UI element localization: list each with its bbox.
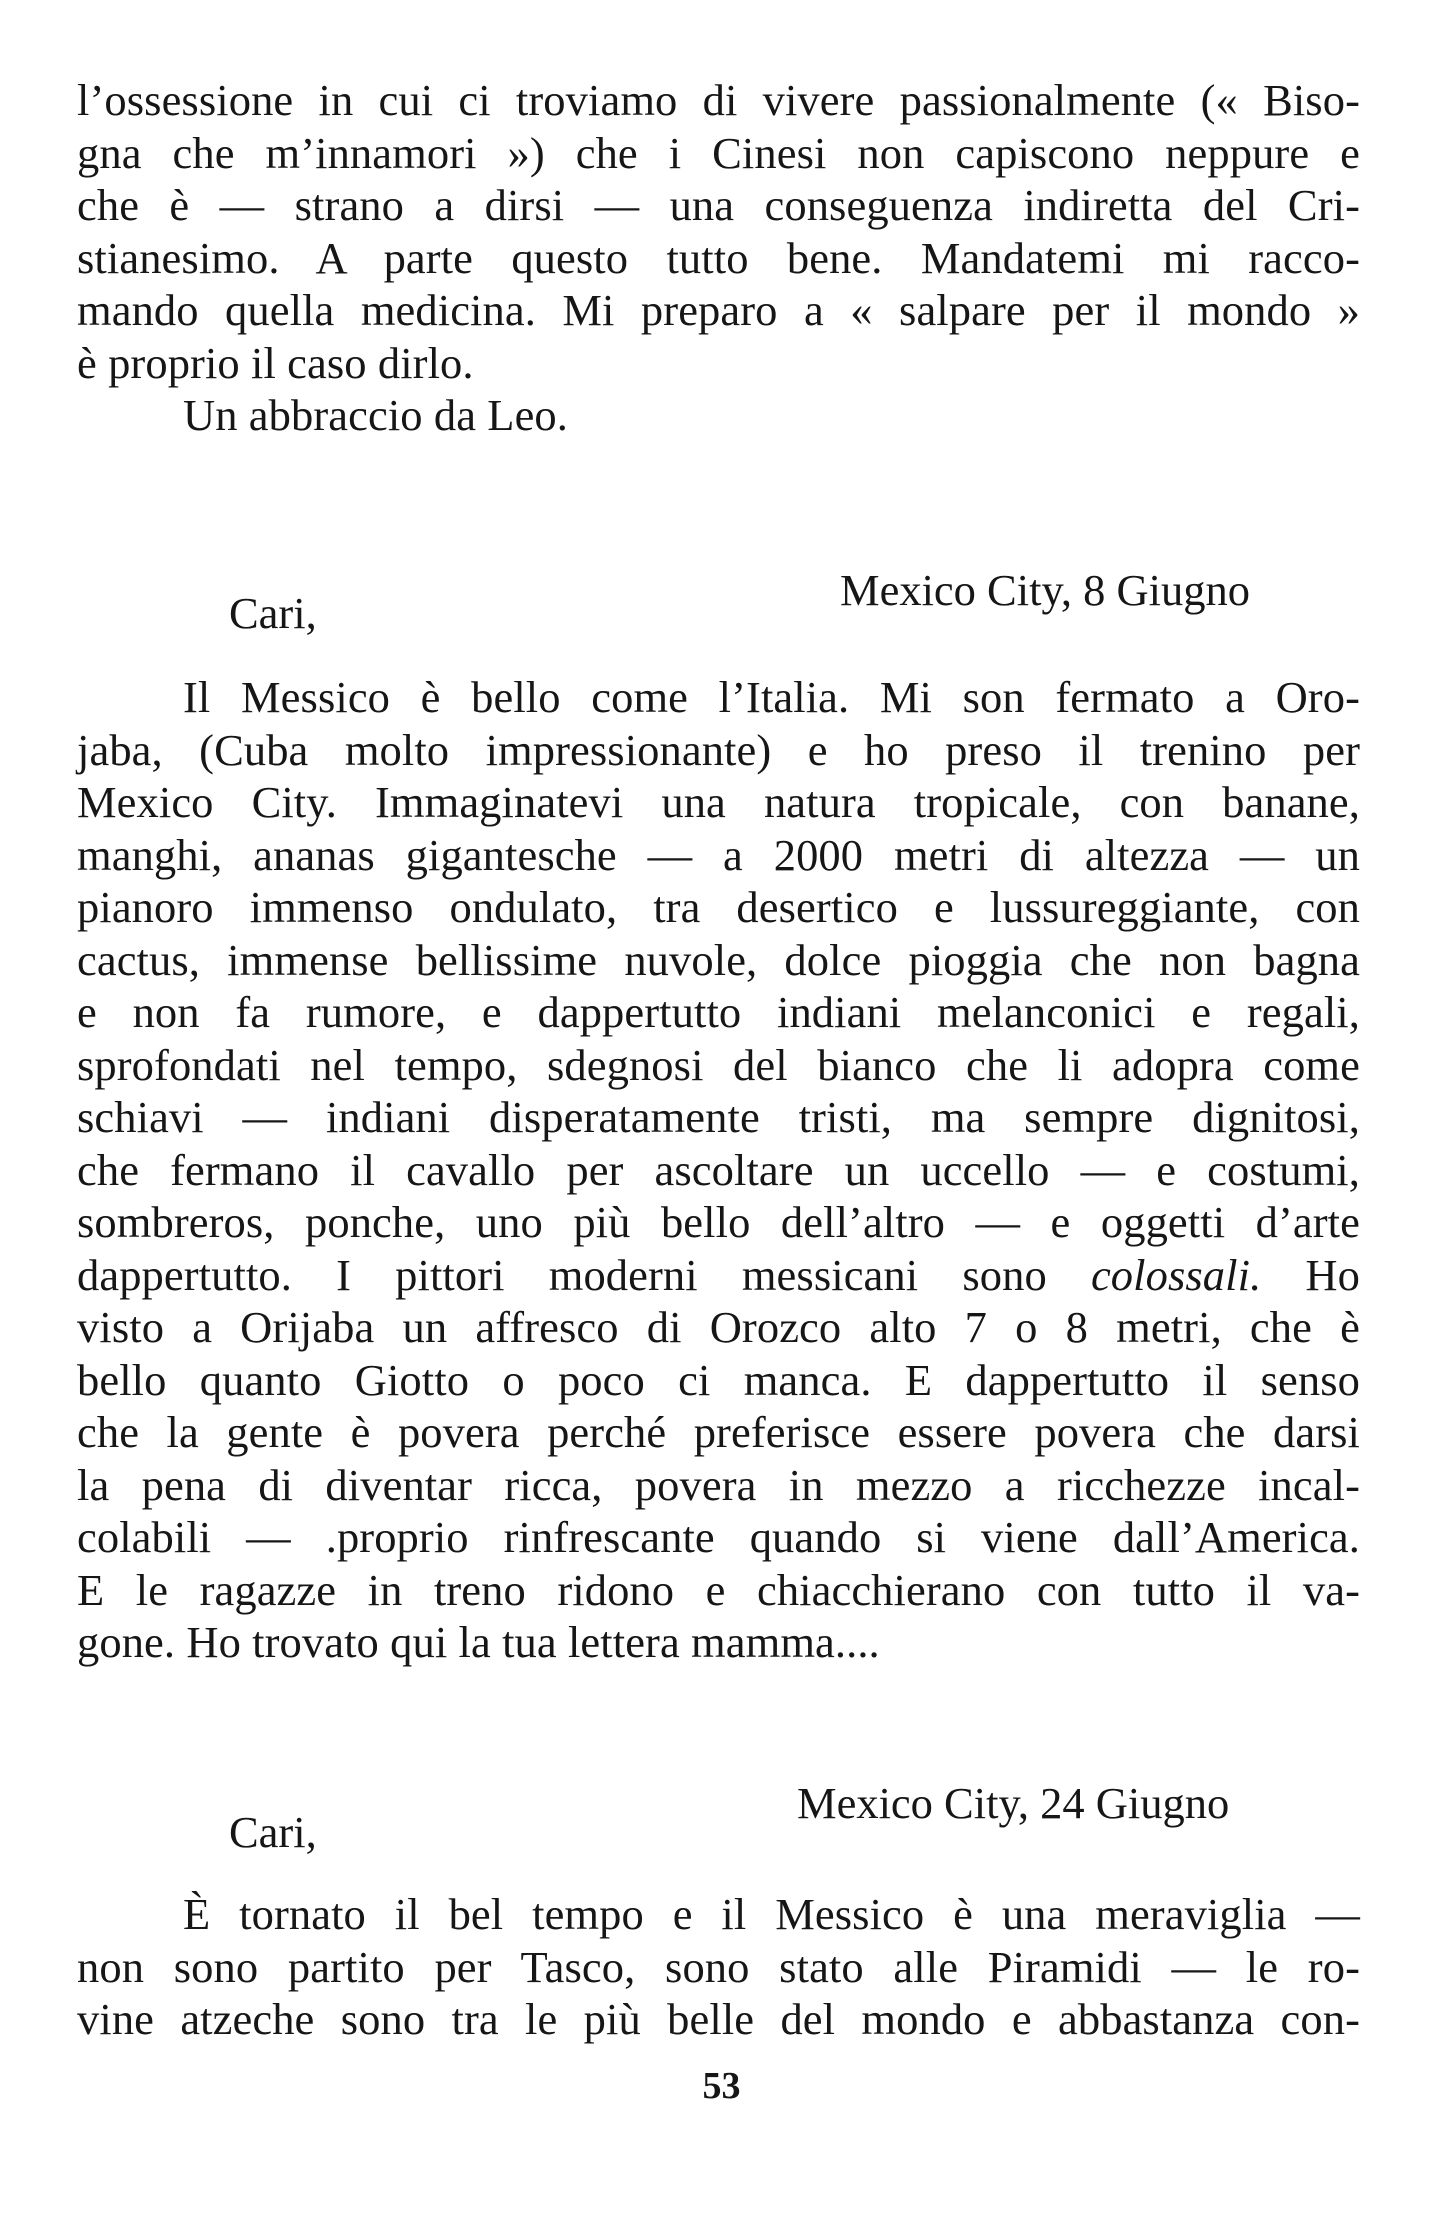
text-line: non sono partito per Tasco, sono stato alle Piramidi — le ro- bbox=[77, 1941, 1360, 1992]
text-line: la pena di diventar ricca, povera in mezzo a ricchezze incal- bbox=[77, 1459, 1360, 1510]
text-line: schiavi — indiani disperatamente tristi, ma sempre dignitosi, bbox=[77, 1092, 1360, 1142]
emphasized-word: colossali. bbox=[1090, 1249, 1262, 1300]
salutation: Cari, bbox=[229, 588, 317, 638]
salutation: Cari, bbox=[229, 1807, 317, 1857]
text-line: colabili — .proprio rinfrescante quando si viene dall’America. bbox=[77, 1512, 1360, 1562]
text-line: che fermano il cavallo per ascoltare un uccello — e costumi, bbox=[77, 1144, 1360, 1195]
text-line: Il Messico è bello come l’Italia. Mi son fermato a Oro- bbox=[183, 672, 1360, 722]
text-line: sombreros, ponche, uno più bello dell’altro — e oggetti d’arte bbox=[77, 1197, 1360, 1247]
letter1-body bbox=[77, 74, 1360, 442]
page-number: 53 bbox=[702, 2065, 741, 2107]
text-line: che la gente è povera perché preferisce essere povera che darsi bbox=[77, 1407, 1360, 1457]
text-line: visto a Orijaba un affresco di Orozco alto 7 o 8 metri, che è bbox=[77, 1302, 1360, 1352]
text-line: È tornato il bel tempo e il Messico è una meraviglia — bbox=[183, 1889, 1360, 1939]
text-line: sprofondati nel tempo, sdegnosi del bianco che li adopra come bbox=[77, 1039, 1360, 1090]
text-line: manghi, ananas gigantesche — a 2000 metri di altezza — un bbox=[77, 829, 1360, 880]
text-line: e non fa rumore, e dappertutto indiani melanconici e regali, bbox=[77, 987, 1360, 1037]
text-line: cactus, immense bellissime nuvole, dolce pioggia che non bagna bbox=[77, 934, 1360, 985]
dateline: Mexico City, 24 Giugno bbox=[797, 1778, 1230, 1828]
dateline: Mexico City, 8 Giugno bbox=[840, 565, 1250, 615]
text-line: gone. Ho trovato qui la tua lettera mamma.... bbox=[77, 1617, 880, 1667]
text-line: che è — strano a dirsi — una conseguenza indiretta del Cri- bbox=[77, 180, 1360, 230]
text-line: bello quanto Giotto o poco ci manca. E dappertutto il senso bbox=[77, 1354, 1360, 1405]
text-line: jaba, (Cuba molto impressionante) e ho preso il trenino per bbox=[77, 724, 1360, 775]
text-line: Mexico City. Immaginatevi una natura tropicale, con banane, bbox=[77, 777, 1360, 827]
text-line: l’ossessione in cui ci troviamo di vivere passionalmente (« Biso- bbox=[77, 75, 1360, 125]
text-line: pianoro immenso ondulato, tra desertico e lussureggiante, con bbox=[77, 882, 1360, 932]
text-line: è proprio il caso dirlo. bbox=[77, 337, 474, 388]
text-line: vine atzeche sono tra le più belle del mondo e abbastanza con- bbox=[77, 1994, 1360, 2044]
text-line: gna che m’innamori ») che i Cinesi non capiscono neppure e bbox=[77, 127, 1360, 178]
text-line: mando quella medicina. Mi preparo a « salpare per il mondo » bbox=[77, 285, 1360, 335]
text-segment: dappertutto. I pittori moderni messicani sono bbox=[77, 1249, 1091, 1300]
text-line: stianesimo. A parte questo tutto bene. Mandatemi mi racco- bbox=[77, 232, 1360, 283]
letter2-body bbox=[77, 671, 1360, 1669]
signoff: Un abbraccio da Leo. bbox=[183, 390, 569, 440]
letter3-body bbox=[77, 1888, 1360, 2046]
text-line bbox=[77, 1249, 1360, 1302]
text-line: E le ragazze in treno ridono e chiacchierano con tutto il va- bbox=[77, 1564, 1360, 1615]
text-segment: Ho bbox=[1261, 1249, 1361, 1300]
